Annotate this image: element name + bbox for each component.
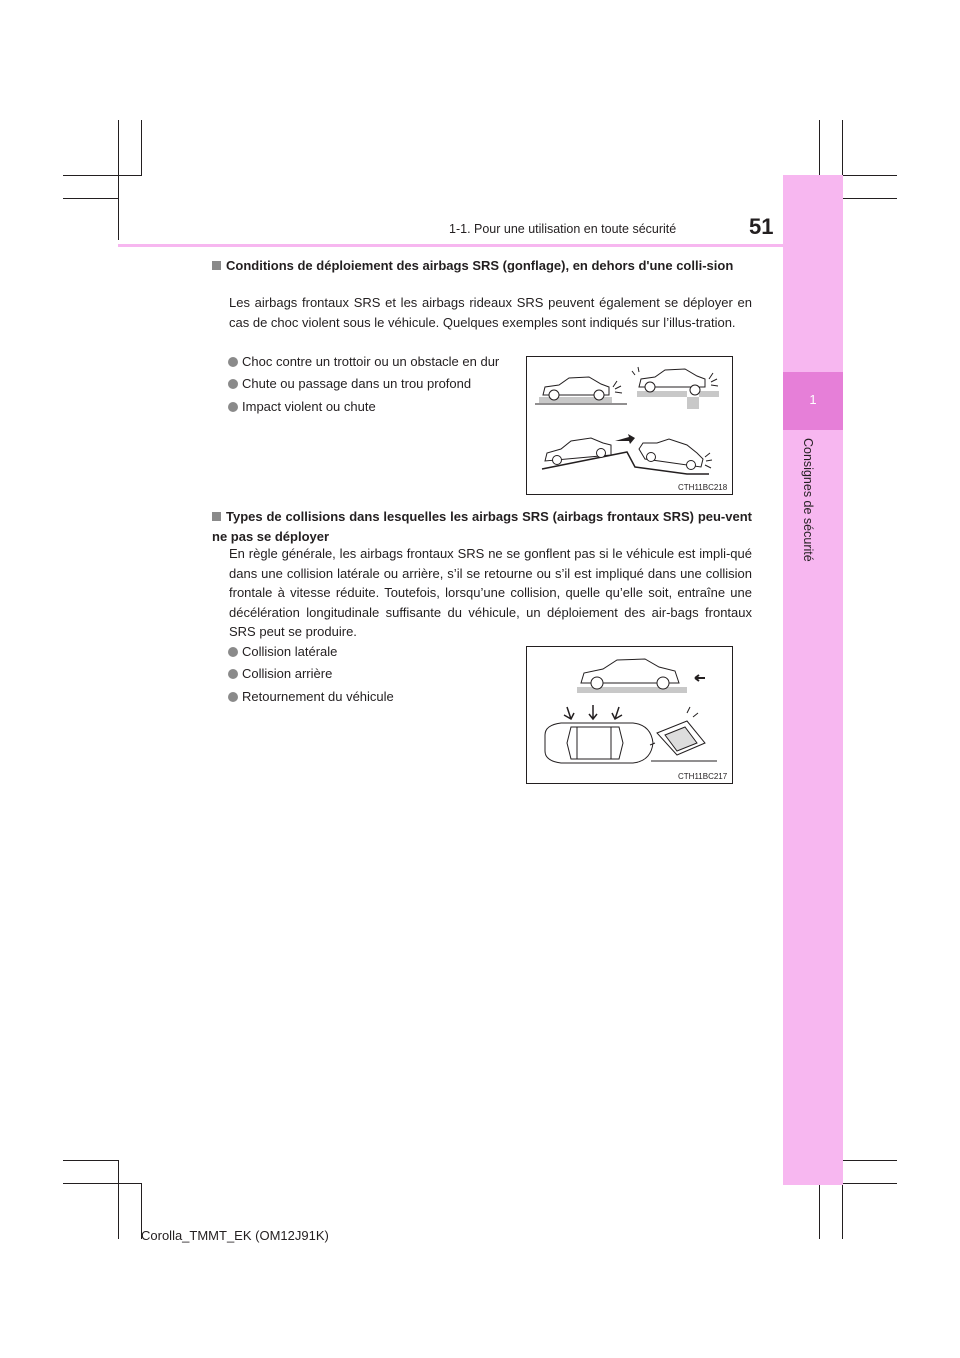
section-header: 1-1. Pour une utilisation en toute sécurité [449,222,677,236]
bullet-icon [228,379,238,389]
figure-collision-types [526,646,733,784]
crop-mark [63,1183,142,1184]
section1-heading [212,256,752,276]
section1-title: Conditions de déploiement des airbags SRS (gonflage), en dehors d'une colli-sion [226,258,734,273]
bullet-icon [228,357,238,367]
page-number: 51 [749,214,774,239]
chapter-number: 1 [809,392,817,407]
section2-heading [212,507,752,547]
crop-mark [118,120,119,240]
crop-mark [63,198,119,199]
header-rule [118,244,843,247]
car-illustration [527,647,732,783]
crop-mark [63,175,142,176]
section2-title: Types de collisions dans lesquelles les airbags SRS (airbags frontaux SRS) peu-vent ne pas se déployer [212,509,752,544]
crop-mark [819,120,820,176]
figure-code: CTH11BC218 [678,483,728,492]
crop-mark [63,1160,119,1161]
section2-body: En règle générale, les airbags frontaux SRS ne se gonflent pas si le véhicule est impli-qué dans une collision latérale ou arrière, s’il se retourne ou s’il est impliqué dans une collision frontale à vitesse réduite. Toutefois, lorsqu’une collision, quelle qu’elle soit, entraîne une décélération longitudinale suffisante du véhicule, un déploiement des air-bags frontaux SRS peut se produire. [229,546,752,639]
list-item: Chute ou passage dans un trou profond [228,375,471,393]
list-item: Collision arrière [228,665,332,683]
list-item: Collision latérale [228,643,337,661]
crop-mark [842,198,897,199]
list-item: Choc contre un trottoir ou un obstacle en dur [228,353,499,371]
car-illustration [527,357,732,494]
square-bullet-icon [212,512,221,521]
bullet-icon [228,692,238,702]
bullet-icon [228,669,238,679]
footer-model-code: Corolla_TMMT_EK (OM12J91K) [141,1228,329,1243]
chapter-title: Consignes de sécurité [801,438,815,562]
crop-mark [819,1183,820,1239]
bullet-icon [228,402,238,412]
list-item: Impact violent ou chute [228,398,376,416]
square-bullet-icon [212,261,221,270]
figure-underbody-impact [526,356,733,495]
list-item: Retournement du véhicule [228,688,394,706]
section1-body: Les airbags frontaux SRS et les airbags rideaux SRS peuvent également se déployer en cas de choc violent sous le véhicule. Quelques exemples sont indiqués sur l’illus-tration. [229,295,752,330]
crop-mark [118,1160,119,1239]
bullet-icon [228,647,238,657]
chapter-side-tab [783,175,843,1185]
figure-code: CTH11BC217 [678,772,728,781]
crop-mark [842,1160,897,1161]
crop-mark [141,120,142,176]
